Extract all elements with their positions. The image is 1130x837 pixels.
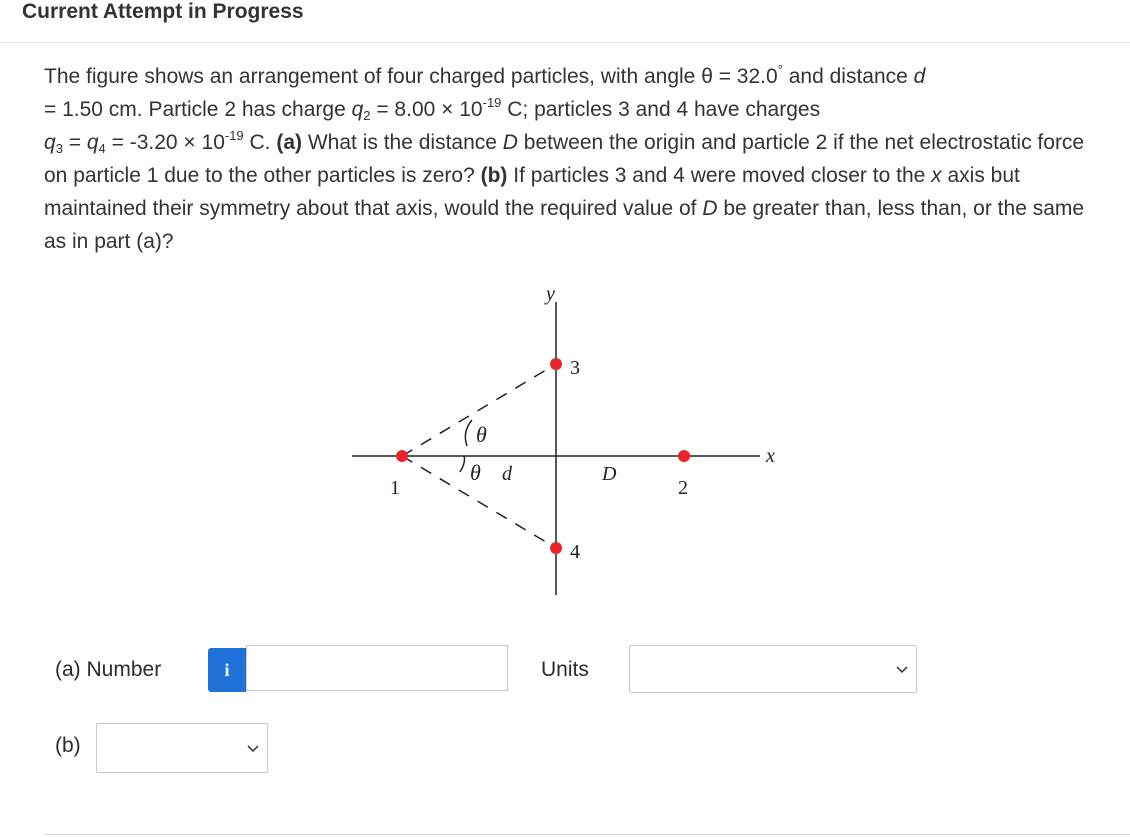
attempt-header	[0, 0, 1130, 43]
answer-a-label: (a) Number	[55, 658, 162, 681]
answer-b-label: (b)	[55, 734, 81, 757]
particle-1	[396, 450, 408, 462]
x-axis-label: x	[766, 445, 775, 467]
number-input[interactable]	[246, 645, 508, 691]
D-label: D	[602, 463, 617, 485]
theta-arc-upper	[465, 420, 472, 446]
answer-b-select[interactable]	[96, 723, 268, 773]
chevron-down-icon	[896, 666, 908, 674]
units-label: Units	[541, 658, 589, 681]
particle-2	[678, 450, 690, 462]
attempt-status-title: Current Attempt in Progress	[22, 0, 304, 23]
question-text: The figure shows an arrangement of four charged particles, with angle θ = 32.0° and distance d = 1.50 cm. Particle 2 has charge $q_2 = 8.00 \times 10^{-19}$ C; particles 3 and 4 have charges $q_3 = q_4 = -3.20 \times 10^{-19}$ C. (a) What is the distance D between the origin and particle 2 if the net electrostatic force on particle 1 due to the other particles is zero? (b) If particles 3 and 4 were moved closer to the x axis but maintained their symmetry about that axis, would the required value of D be greater than, less than, or the same as in part (a)?	[44, 62, 1085, 253]
particle-4-label: 4	[570, 541, 580, 563]
particle-1-label: 1	[390, 477, 400, 499]
d-label: d	[502, 463, 512, 485]
units-select[interactable]	[629, 645, 917, 693]
particle-4	[550, 542, 562, 554]
particle-3-label: 3	[570, 357, 580, 379]
chevron-down-icon	[247, 745, 259, 753]
info-icon[interactable]: i	[208, 648, 246, 692]
theta-arc-lower	[460, 456, 465, 472]
particle-3	[550, 358, 562, 370]
divider	[44, 834, 1130, 835]
theta-upper-label: θ	[476, 422, 487, 447]
theta-lower-label: θ	[470, 460, 481, 485]
particle-2-label: 2	[678, 477, 688, 499]
y-axis-label: y	[546, 283, 555, 305]
particle-figure	[340, 280, 800, 600]
